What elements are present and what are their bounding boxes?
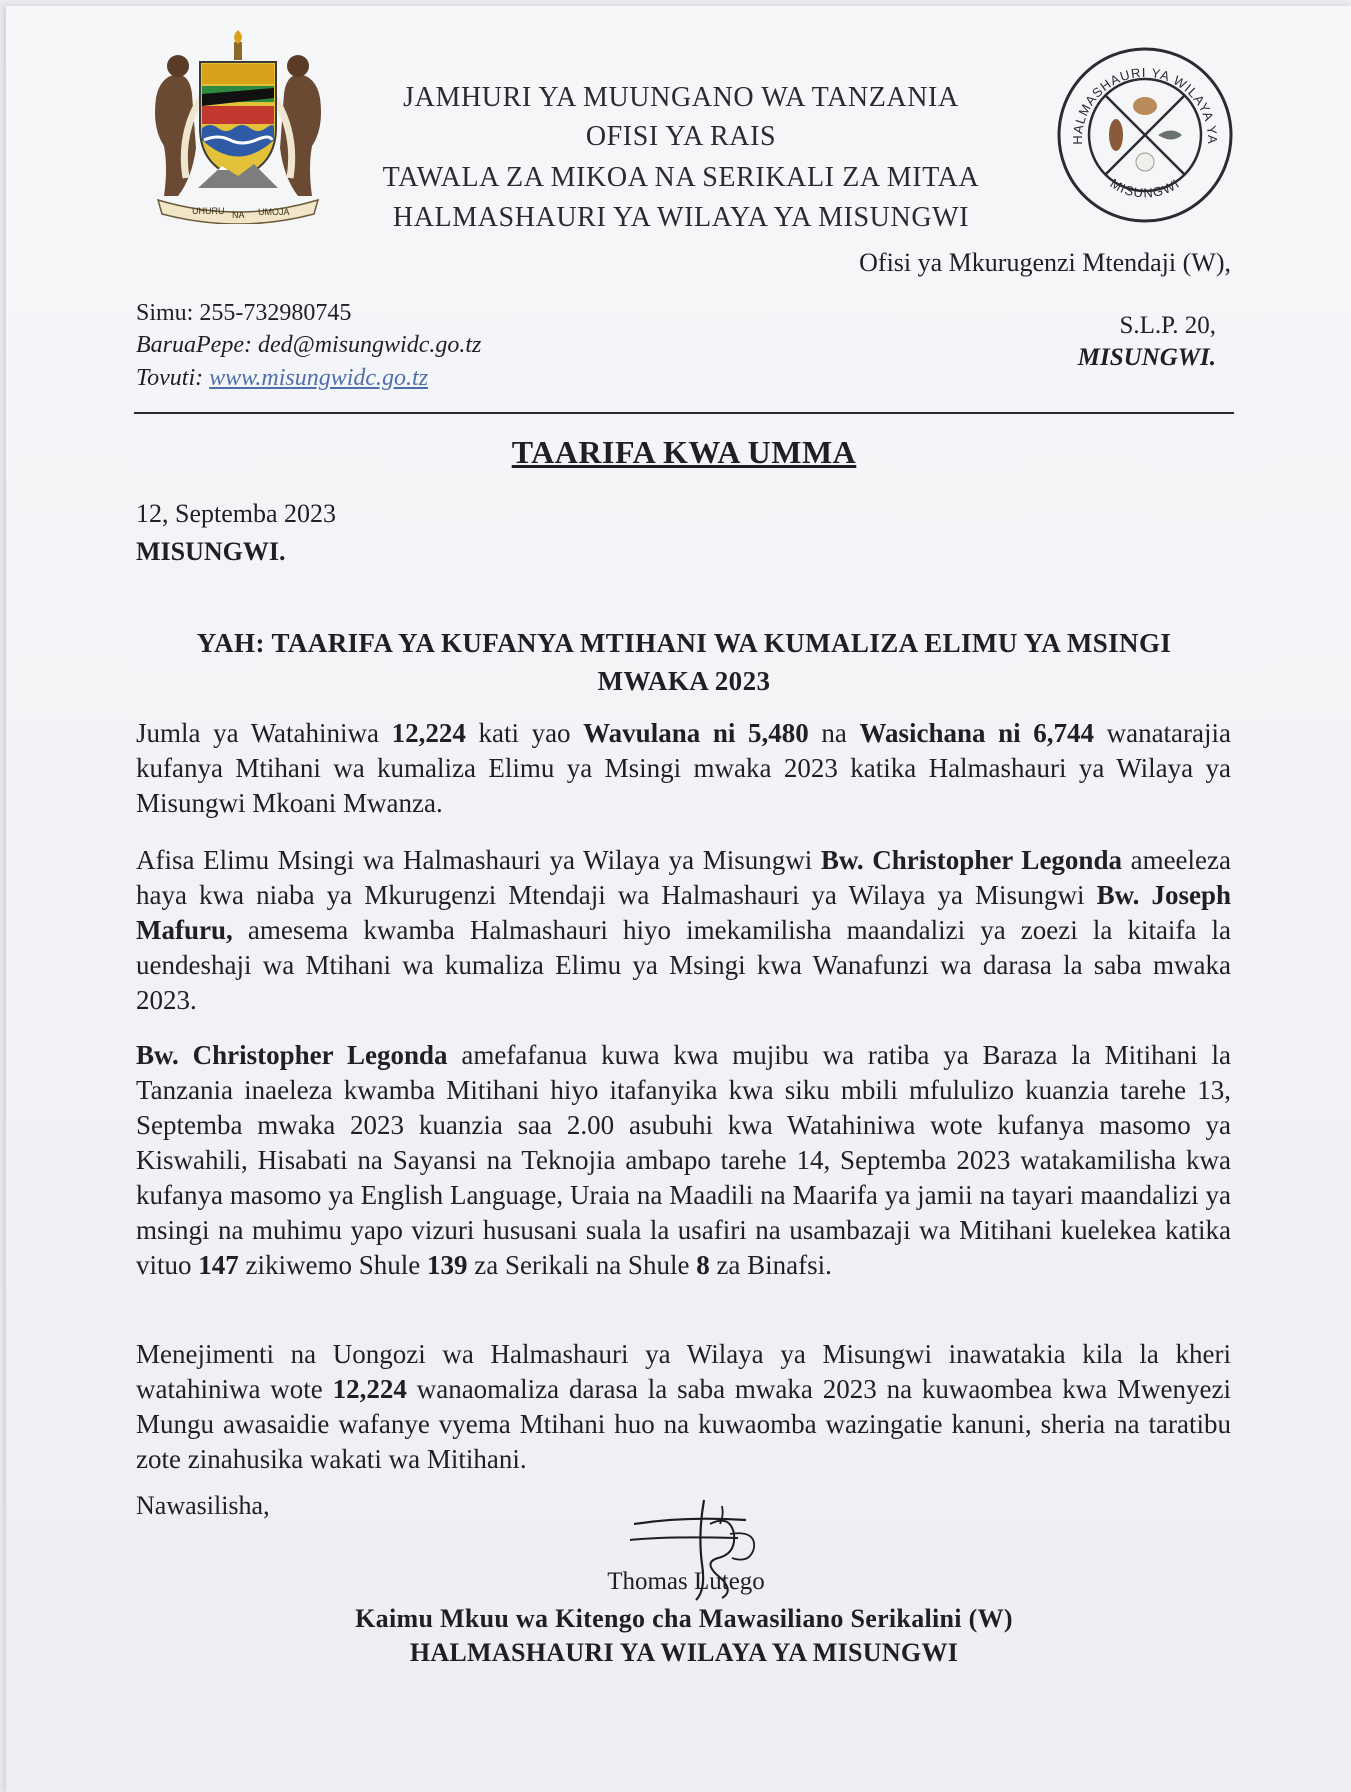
- coat-of-arms-emblem: [138, 28, 338, 224]
- p3-private-schools: 8: [696, 1250, 710, 1280]
- p2-name-1: Bw. Christopher Legonda: [820, 845, 1122, 875]
- letter-place: MISUNGWI.: [136, 537, 286, 566]
- p1-text-2: kati yao: [465, 718, 584, 748]
- paragraph-1: [136, 716, 1231, 821]
- p1-text-4: wanatarajia kufanya Mtihani wa kumaliza Elimu ya Msingi mwaka 2023 katika Halmashauri ya Wilaya ya Misungwi Mkoani Mwanza.: [136, 718, 1231, 818]
- signer-organization: HALMASHAURI YA WILAYA YA MISUNGWI: [409, 1638, 959, 1667]
- emblem-motto-right: UMOJA: [258, 207, 290, 217]
- p2-text-3: amesema kwamba Halmashauri hiyo imekamilisha maandalizi ya zoezi la kitaifa la uendeshaji wa Mtihani wa kumaliza Elimu ya Msingi kwa Wanafunzi wa darasa la saba mwaka 2023.: [136, 915, 1231, 1015]
- emblem-motto-mid: NA: [232, 210, 245, 220]
- document-title: TAARIFA KWA UMMA: [511, 434, 857, 470]
- p4-text-1: Menejimenti na Uongozi wa Halmashauri ya Wilaya ya Misungwi inawatakia kila la kheri watahiniwa wote: [136, 1339, 1231, 1404]
- address-town: MISUNGWI.: [1077, 344, 1216, 371]
- subject-line-2: MWAKA 2023: [597, 666, 771, 696]
- subject-line-1: YAH: TAARIFA YA KUFANYA MTIHANI WA KUMALIZA ELIMU YA MSINGI: [196, 628, 1172, 658]
- p1-total: 12,224: [391, 718, 466, 748]
- contact-email: [136, 332, 481, 359]
- phone-value: 255-732980745: [199, 300, 352, 326]
- header-line-1: JAMHURI YA MUUNGANO WA TANZANIA: [403, 82, 959, 113]
- contact-phone: [136, 300, 351, 327]
- emblem-motto-left: UHURU: [192, 206, 225, 216]
- header-line-2: OFISI YA RAIS: [585, 121, 777, 152]
- signer-title: Kaimu Mkuu wa Kitengo cha Mawasiliano Serikalini (W): [355, 1604, 1013, 1633]
- paragraph-2: [136, 843, 1231, 1018]
- website-link[interactable]: www.misungwidc.go.tz: [209, 365, 429, 391]
- office-line: Ofisi ya Mkurugenzi Mtendaji (W),: [859, 248, 1231, 277]
- p2-text-2: ameeleza haya kwa niaba ya Mkurugenzi Mtendaji wa Halmashauri ya Wilaya ya Misungwi: [136, 845, 1231, 910]
- p3-text-1: amefafanua kuwa kwa mujibu wa ratiba ya Baraza la Mitihani la Tanzania inaeleza kwamba Mitihani hiyo itafanyika kwa siku mbili mfululizo kuanzia tarehe 13, Septemba mwaka 2023 kuanzia saa 2.00 asubuhi kwa Watahiniwa wote kufanya masomo ya Kiswahili, Hisabati na Sayansi na Teknojia ambapo tarehe 14, Septemba 2023 watakamilisha kwa kufanya masomo ya English Language, Uraia na Maadili na Maarifa ya jamii na tayari maandalizi ya msingi na muhimu yapo vizuri hususani suala la usafiri na usambazaji wa Mitihani kuelekea katika vituo: [136, 1040, 1231, 1280]
- po-box: S.L.P. 20,: [1119, 312, 1216, 339]
- paragraph-4: [136, 1337, 1231, 1477]
- seal-text-top: HALMASHAURI YA WILAYA YA: [1069, 64, 1221, 145]
- p4-text-2: wanaomaliza darasa la saba mwaka 2023 na kuwaombea kwa Mwenyezi Mungu awasaidie wafanye vyema Mtihani huo na kuwaomba wazingatie kanuni, sheria na taratibu zote zinahusika wakati wa Mitihani.: [136, 1374, 1231, 1474]
- header-divider: [134, 412, 1234, 414]
- p1-text-3: na: [808, 718, 860, 748]
- p1-boys: Wavulana ni 5,480: [583, 718, 809, 748]
- paragraph-3: [136, 1038, 1231, 1283]
- signer-name: Thomas Lutego: [607, 1568, 765, 1595]
- contact-website: [136, 365, 428, 392]
- p3-name: Bw. Christopher Legonda: [136, 1040, 448, 1070]
- p2-name-2: Bw. Joseph Mafuru,: [136, 880, 1231, 945]
- svg-text:MISUNGWI: [1108, 176, 1183, 201]
- subject-heading: [134, 624, 1234, 700]
- phone-label: Simu:: [136, 300, 194, 326]
- p3-gov-schools: 139: [427, 1250, 468, 1280]
- letter-sheet: [6, 6, 1351, 1792]
- email-label: BaruaPepe:: [136, 332, 252, 358]
- seal-text-bottom: MISUNGWI: [1107, 175, 1183, 201]
- p3-centres: 147: [198, 1250, 239, 1280]
- p4-total: 12,224: [332, 1374, 407, 1404]
- website-label: Tovuti:: [136, 365, 204, 391]
- p3-text-3: za Serikali na Shule: [467, 1250, 697, 1280]
- closing-line: Nawasilisha,: [136, 1491, 270, 1520]
- p3-text-2: zikiwemo Shule: [238, 1250, 427, 1280]
- p1-girls: Wasichana ni 6,744: [859, 718, 1094, 748]
- header-line-3: TAWALA ZA MIKOA NA SERIKALI ZA MITAA: [382, 162, 980, 193]
- p3-text-4: za Binafsi.: [709, 1250, 832, 1280]
- district-council-seal: [1054, 44, 1236, 226]
- email-value[interactable]: ded@misungwidc.go.tz: [257, 332, 482, 358]
- p1-text-1: Jumla ya Watahiniwa: [136, 718, 392, 748]
- letter-date: 12, Septemba 2023: [136, 499, 337, 528]
- header-line-4: HALMASHAURI YA WILAYA YA MISUNGWI: [392, 202, 970, 233]
- p2-text-1: Afisa Elimu Msingi wa Halmashauri ya Wilaya ya Misungwi: [136, 845, 821, 875]
